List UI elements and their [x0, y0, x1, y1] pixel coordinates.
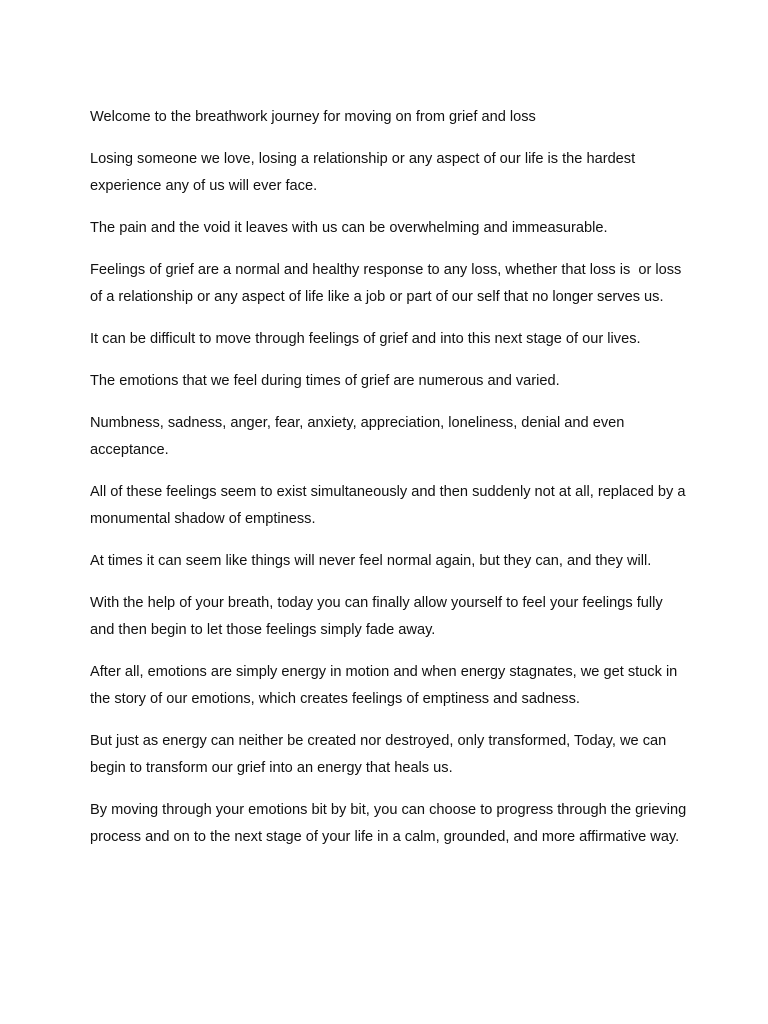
paragraph: By moving through your emotions bit by bit, you can choose to progress through the grieving process and on to the next stage of your life in a calm, grounded, and more affirmative way. — [90, 802, 691, 845]
paragraph: All of these feelings seem to exist simultaneously and then suddenly not at all, replaced by a monumental shadow of emptiness. — [90, 484, 690, 527]
paragraph: The emotions that we feel during times of grief are numerous and varied. — [90, 373, 560, 389]
paragraph: The pain and the void it leaves with us can be overwhelming and immeasurable. — [90, 220, 608, 236]
paragraph: Numbness, sadness, anger, fear, anxiety, appreciation, loneliness, denial and even acceptance. — [90, 415, 629, 458]
paragraph: After all, emotions are simply energy in motion and when energy stagnates, we get stuck in the story of our emotions, which creates feelings of emptiness and sadness. — [90, 664, 682, 707]
paragraph: Feelings of grief are a normal and healthy response to any loss, whether that loss is or loss of a relationship or any aspect of life like a job or part of our self that no longer serves us. — [90, 262, 686, 305]
paragraph: But just as energy can neither be created nor destroyed, only transformed, Today, we can begin to transform our grief into an energy that heals us. — [90, 733, 671, 776]
paragraph: At times it can seem like things will never feel normal again, but they can, and they will. — [90, 553, 652, 569]
document-body — [90, 104, 690, 866]
paragraph: Losing someone we love, losing a relationship or any aspect of our life is the hardest experience any of us will ever face. — [90, 151, 640, 194]
paragraph: It can be difficult to move through feelings of grief and into this next stage of our lives. — [90, 331, 641, 347]
paragraph: With the help of your breath, today you can finally allow yourself to feel your feelings fully and then begin to let those feelings simply fade away. — [90, 595, 667, 638]
document-title: Welcome to the breathwork journey for moving on from grief and loss — [90, 109, 536, 125]
